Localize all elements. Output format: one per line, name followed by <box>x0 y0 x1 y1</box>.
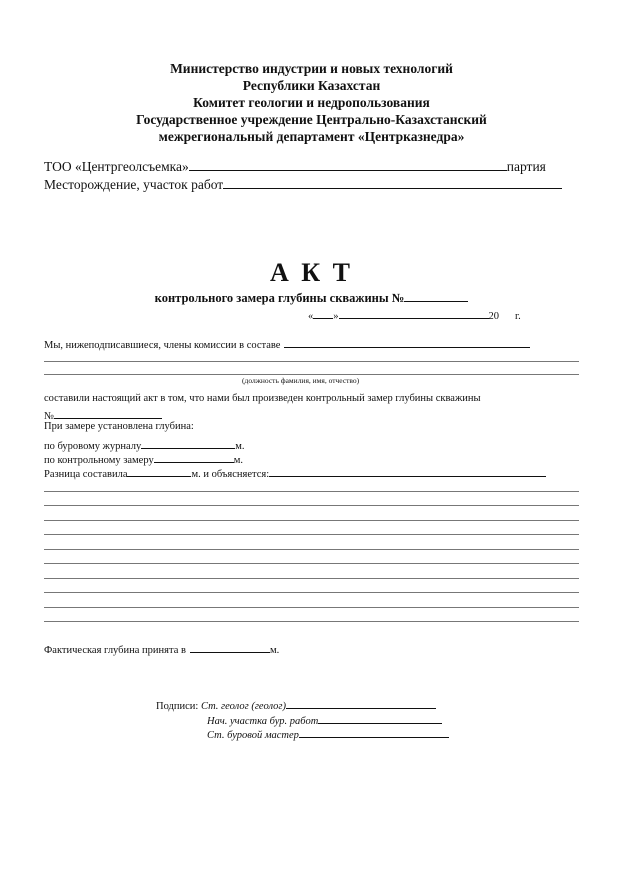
journal-unit: м. <box>235 441 245 452</box>
drill-master-label: Ст. буровой мастер <box>207 730 299 741</box>
commission-line <box>44 335 530 351</box>
actual-depth-unit: м. <box>269 645 280 656</box>
signature-line-1 <box>156 696 436 712</box>
site-head-label: Нач. участка бур. работ <box>207 716 319 727</box>
act-title: А К Т <box>270 258 353 287</box>
date-close-quote: » <box>333 311 339 322</box>
actual-depth-label: Фактическая глубина принята в <box>44 645 186 656</box>
date-open-quote: « <box>308 311 314 322</box>
explanation-line-4[interactable] <box>44 534 579 535</box>
actual-depth-line <box>44 640 279 656</box>
explanation-line-5[interactable] <box>44 549 579 550</box>
measured-label: При замере установлена глубина: <box>44 421 194 432</box>
journal-label: по буровому журналу <box>44 441 142 452</box>
well-number-field[interactable] <box>404 289 468 302</box>
header-line-1: Министерство индустрии и новых технологий <box>170 61 453 76</box>
commission-line-3[interactable] <box>44 374 579 375</box>
explanation-line-9[interactable] <box>44 607 579 608</box>
month-field[interactable] <box>339 306 489 319</box>
control-unit: м. <box>233 455 243 466</box>
header-line-4: Государственное учреждение Центрально-Казахстанский <box>136 112 487 127</box>
deposit-field[interactable] <box>223 176 562 189</box>
signatures-label: Подписи: <box>156 701 199 712</box>
commission-line-2[interactable] <box>44 361 579 362</box>
header-line-5: межрегиональный департамент «Центрказнедра» <box>158 129 465 144</box>
number-sign: № <box>44 411 55 422</box>
explanation-line-7[interactable] <box>44 578 579 579</box>
ministry-header <box>0 60 623 145</box>
commission-label: Мы, нижеподписавшиеся, члены комиссии в составе <box>44 340 281 351</box>
deposit-line <box>44 176 562 193</box>
site-head-signature-field[interactable] <box>318 711 442 724</box>
act-text: составили настоящий акт в том, что нами был произведен контрольный замер глубины скважины <box>44 393 481 404</box>
party-field[interactable] <box>189 158 507 171</box>
explanation-field[interactable] <box>269 464 546 477</box>
geologist-signature-field[interactable] <box>286 696 436 709</box>
party-label: партия <box>506 159 546 174</box>
explanation-line-6[interactable] <box>44 563 579 564</box>
actual-depth-field[interactable] <box>190 640 270 653</box>
geologist-label: Ст. геолог (геолог) <box>200 701 286 712</box>
explanation-line-1[interactable] <box>44 491 579 492</box>
act-subtitle <box>0 289 623 306</box>
control-depth-field[interactable] <box>154 450 234 463</box>
well-number-line <box>44 406 162 422</box>
control-label: по контрольному замеру <box>44 455 154 466</box>
header-line-3: Комитет геологии и недропользования <box>193 95 430 110</box>
company-line <box>44 158 546 175</box>
deposit-label: Месторождение, участок работ <box>44 177 224 192</box>
explanation-line-10[interactable] <box>44 621 579 622</box>
year-suffix: г. <box>515 311 521 322</box>
explained-label: м. и объясняется: <box>191 469 270 480</box>
well-number-field-2[interactable] <box>54 406 162 419</box>
signature-line-3 <box>207 725 449 741</box>
header-line-2: Республики Казахстан <box>242 78 381 93</box>
commission-field[interactable] <box>284 335 530 348</box>
explanation-line-3[interactable] <box>44 520 579 521</box>
act-subtitle-text: контрольного замера глубины скважины № <box>154 291 405 305</box>
journal-depth-field[interactable] <box>141 436 235 449</box>
difference-field[interactable] <box>127 464 191 477</box>
explanation-line-8[interactable] <box>44 592 579 593</box>
date-line <box>308 306 521 322</box>
drill-master-signature-field[interactable] <box>299 725 449 738</box>
difference-line <box>44 464 546 480</box>
position-hint: (должность фамилия, имя, отчество) <box>242 376 360 385</box>
explanation-line-2[interactable] <box>44 505 579 506</box>
company-name: ТОО «Центргеолсъемка» <box>44 159 189 174</box>
year-prefix: 20 <box>488 311 499 322</box>
difference-label: Разница составила <box>44 469 128 480</box>
day-field[interactable] <box>313 306 333 319</box>
